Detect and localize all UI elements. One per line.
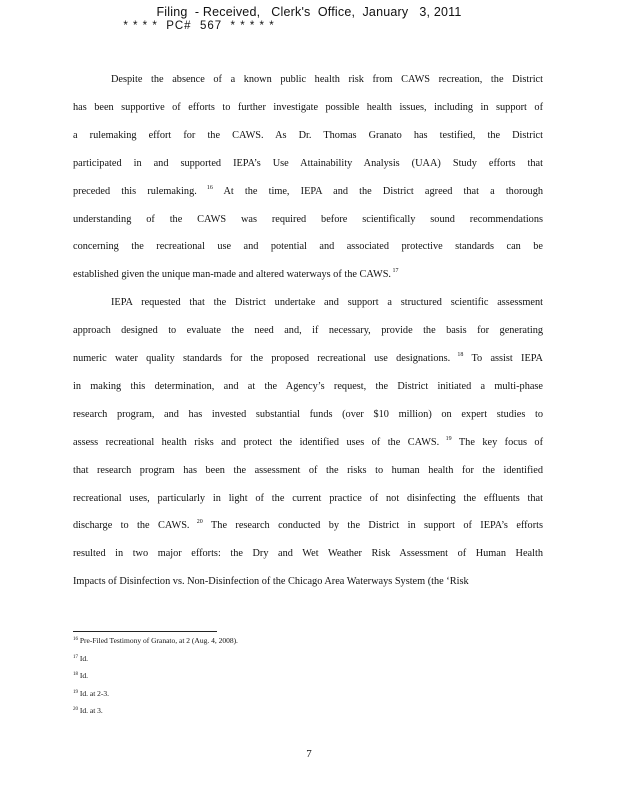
footnote-text: Pre-Filed Testimony of Granato, at 2 (Aug. 4, 2008). bbox=[78, 636, 238, 645]
footnote-text: Id. bbox=[78, 671, 88, 680]
line-text-continued: At the time, IEPA and the District agreed that a thorough bbox=[212, 185, 544, 197]
line-text: recreational uses, particularly in light of the current practice of not disinfecting the effluents that bbox=[73, 492, 543, 504]
footnote-text: Id. bbox=[78, 653, 88, 663]
body-line bbox=[73, 352, 543, 366]
body-line bbox=[73, 157, 543, 171]
body-line bbox=[73, 436, 543, 450]
line-text: understanding of the CAWS was required before scientifically sound recommendations bbox=[73, 213, 543, 225]
body-line bbox=[73, 101, 543, 115]
footnote-reference: 17 bbox=[391, 268, 399, 275]
footnote bbox=[73, 671, 88, 680]
body-line bbox=[111, 73, 543, 87]
footnote-text: Id. at 3. bbox=[78, 706, 103, 715]
line-text: a rulemaking effort for the CAWS. As Dr. Thomas Granato has testified, the District bbox=[73, 129, 543, 141]
body-line bbox=[73, 129, 543, 143]
line-text: assess recreational health risks and protect the identified uses of the CAWS. bbox=[73, 436, 440, 448]
footnote bbox=[73, 636, 238, 645]
line-text: approach designed to evaluate the need and, if necessary, provide the basis for generating bbox=[73, 325, 543, 337]
body-line bbox=[73, 464, 543, 478]
line-text: resulted in two major efforts: the Dry and Wet Weather Risk Assessment of Human Health bbox=[73, 548, 543, 560]
body-line bbox=[73, 492, 543, 506]
line-text-continued: To assist IEPA bbox=[463, 353, 543, 364]
line-text: numeric water quality standards for the proposed recreational use designations. bbox=[73, 353, 451, 364]
line-text-continued: The research conducted by the District in support of IEPA’s efforts bbox=[202, 520, 544, 532]
footnote-mark: 17 bbox=[73, 654, 78, 660]
pc-number-stamp: * * * * PC# 567 * * * * * bbox=[123, 20, 275, 32]
line-text: IEPA requested that the District undertake and support a structured scientific assessment bbox=[111, 297, 543, 309]
footnote-reference: 19 bbox=[439, 435, 452, 442]
line-text: Impacts of Disinfection vs. Non-Disinfection of the Chicago Area Waterways System (the ‘Risk bbox=[73, 576, 469, 588]
footnote bbox=[73, 706, 103, 715]
line-text: concerning the recreational use and potential and associated protective standards can be bbox=[73, 241, 543, 253]
body-line bbox=[73, 519, 543, 533]
line-text: participated in and supported IEPA’s Use Attainability Analysis (UAA) Study efforts that bbox=[73, 157, 543, 169]
footnote-mark: 18 bbox=[73, 672, 78, 677]
body-line bbox=[73, 575, 469, 589]
footnote-mark: 16 bbox=[73, 637, 78, 642]
footnote-reference: 20 bbox=[189, 519, 203, 526]
footnote-text: Id. at 2-3. bbox=[78, 688, 110, 698]
line-text: has been supportive of efforts to further investigate possible health issues, including in support of bbox=[73, 101, 543, 113]
footnote-mark: 20 bbox=[73, 707, 78, 712]
footnote-mark: 19 bbox=[73, 689, 78, 695]
line-text: in making this determination, and at the Agency’s request, the District initiated a multi-phase bbox=[73, 380, 543, 392]
page-number: 7 bbox=[306, 748, 312, 760]
body-line bbox=[73, 380, 543, 394]
footnote-reference: 16 bbox=[196, 184, 213, 191]
footnote-separator bbox=[73, 631, 217, 632]
body-line bbox=[73, 213, 543, 227]
body-line bbox=[73, 268, 399, 282]
footnote-reference: 18 bbox=[450, 352, 464, 358]
line-text-continued: The key focus of bbox=[451, 436, 544, 448]
body-line bbox=[73, 185, 543, 199]
line-text: that research program has been the assessment of the risks to human health for the identified bbox=[73, 464, 543, 476]
line-text: established given the unique man-made and altered waterways of the CAWS. bbox=[73, 269, 391, 281]
line-text: discharge to the CAWS. bbox=[73, 520, 190, 532]
body-line bbox=[111, 296, 543, 310]
line-text: Despite the absence of a known public health risk from CAWS recreation, the District bbox=[111, 74, 543, 85]
body-line bbox=[73, 240, 543, 254]
line-text: preceded this rulemaking. bbox=[73, 185, 197, 197]
filing-stamp: Filing - Received, Clerk's Office, January 3, 2011 bbox=[156, 5, 462, 19]
footnote bbox=[73, 654, 88, 663]
body-line bbox=[73, 547, 543, 561]
body-line bbox=[73, 324, 543, 338]
line-text: research program, and has invested substantial funds (over $10 million) on expert studies to bbox=[73, 408, 543, 420]
footnote bbox=[73, 689, 109, 698]
body-line bbox=[73, 408, 543, 422]
